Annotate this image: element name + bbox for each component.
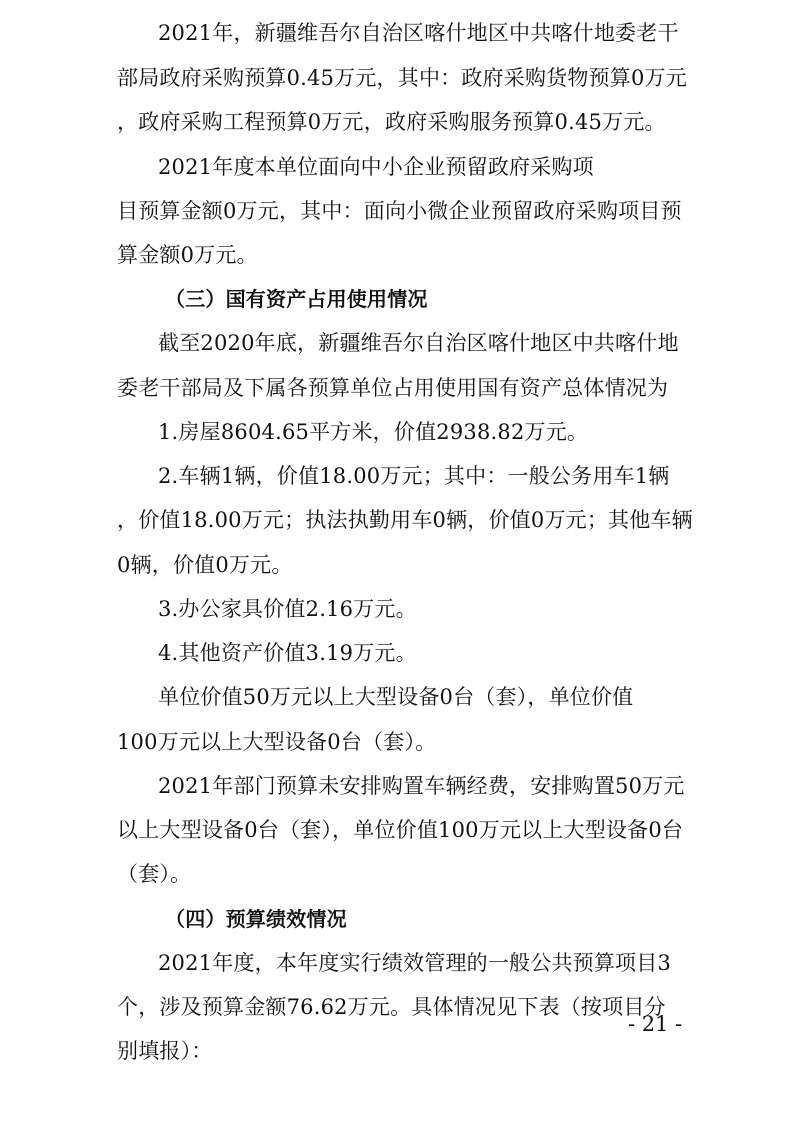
paragraph-line: 单位价值50万元以上大型设备0台（套），单位价值 xyxy=(158,685,634,709)
list-item: 1.房屋8604.65平方米，价值2938.82万元。 xyxy=(158,420,589,444)
paragraph-line: 目预算金额0万元，其中：面向小微企业预留政府采购项目预 xyxy=(117,199,682,223)
paragraph-line: 2021年，新疆维吾尔自治区喀什地区中共喀什地委老干 xyxy=(158,21,679,45)
paragraph-line: （套）。 xyxy=(117,862,192,886)
paragraph-line: 算金额0万元。 xyxy=(117,243,258,267)
list-item: 4.其他资产价值3.19万元。 xyxy=(158,641,417,665)
paragraph-line: ，政府采购工程预算0万元，政府采购服务预算0.45万元。 xyxy=(117,110,666,134)
paragraph-line: 100万元以上大型设备0台（套）。 xyxy=(117,730,437,754)
paragraph-line: 部局政府采购预算0.45万元，其中：政府采购货物预算0万元 xyxy=(117,66,687,90)
paragraph-line: 以上大型设备0台（套），单位价值100万元以上大型设备0台 xyxy=(117,818,684,842)
list-item: 2.车辆1辆，价值18.00万元；其中：一般公务用车1辆 xyxy=(158,464,670,488)
section-heading: （三）国有资产占用使用情况 xyxy=(165,287,428,311)
paragraph-line: 2021年度本单位面向中小企业预留政府采购项 xyxy=(158,155,594,179)
paragraph-line: 2021年度，本年度实行绩效管理的一般公共预算项目3 xyxy=(158,951,672,975)
page-number: - 21 - xyxy=(628,1012,683,1036)
list-item: 3.办公家具价值2.16万元。 xyxy=(158,597,417,621)
section-heading: （四）预算绩效情况 xyxy=(165,907,347,931)
paragraph-line: 委老干部局及下属各预算单位占用使用国有资产总体情况为 xyxy=(117,376,669,400)
paragraph-line: ，价值18.00万元；执法执勤用车0辆，价值0万元；其他车辆 xyxy=(117,508,693,532)
paragraph-line: 个，涉及预算金额76.62万元。具体情况见下表（按项目分 xyxy=(117,995,666,1019)
paragraph-line: 0辆，价值0万元。 xyxy=(117,553,293,577)
paragraph-line: 截至2020年底，新疆维吾尔自治区喀什地区中共喀什地 xyxy=(158,331,679,355)
paragraph-line: 别填报）： xyxy=(117,1039,213,1063)
paragraph-line: 2021年部门预算未安排购置车辆经费，安排购置50万元 xyxy=(158,774,685,798)
